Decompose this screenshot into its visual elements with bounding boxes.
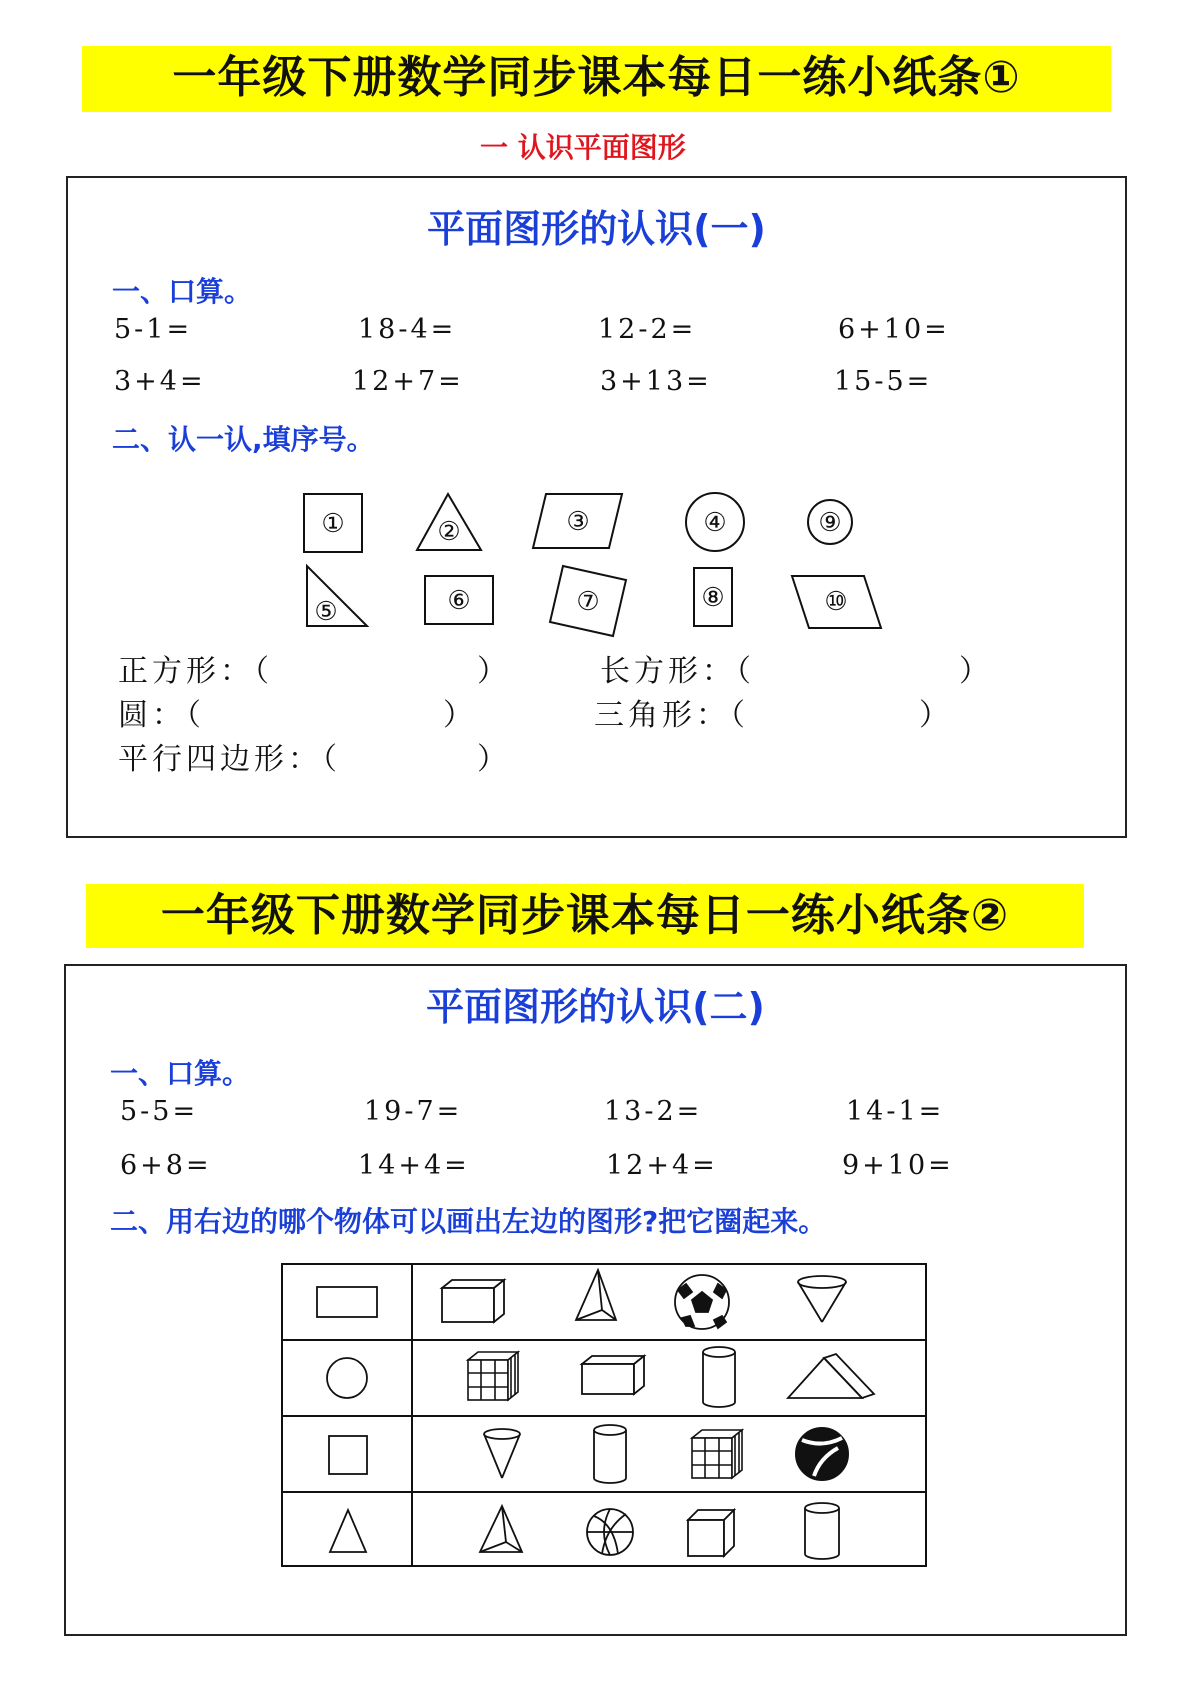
- cube-icon: [688, 1510, 734, 1556]
- fill-triangle[interactable]: 三角形：（ ）: [594, 698, 953, 733]
- cuboid-icon: [442, 1280, 504, 1322]
- shape-label: ①: [321, 509, 345, 539]
- shape-label: ②: [437, 517, 461, 547]
- fill-circle[interactable]: 圆：（ ）: [118, 698, 477, 733]
- shape-label: ⑤: [314, 597, 338, 627]
- cube-stack-icon: [468, 1352, 518, 1400]
- cylinder-icon: [594, 1425, 626, 1483]
- card-1: [66, 176, 1127, 838]
- calc-item: 5-5=: [120, 1096, 199, 1127]
- cylinder-icon: [805, 1503, 839, 1559]
- fill-rectangle[interactable]: 长方形：（ ）: [600, 654, 993, 689]
- cuboid-icon: [582, 1356, 644, 1394]
- volleyball-icon: [796, 1428, 848, 1480]
- unit-title: 一 认识平面图形: [480, 131, 686, 164]
- pyramid-icon: [576, 1270, 616, 1320]
- shape-label: ⑨: [818, 508, 842, 538]
- calc-item: 13-2=: [604, 1096, 703, 1127]
- match-table: [66, 1262, 1129, 1582]
- card-2: [64, 964, 1127, 1636]
- banner-1: 一年级下册数学同步课本每日一练小纸条①: [82, 46, 1111, 112]
- shape-label: ④: [703, 508, 727, 538]
- fill-parallelogram[interactable]: 平行四边形：（ ）: [118, 742, 511, 777]
- card-1-section-identify: 二、认一认,填序号。: [112, 423, 375, 456]
- circle-icon: [327, 1358, 367, 1398]
- calc-item: 18-4=: [358, 314, 457, 345]
- soccer-ball-icon: [675, 1275, 729, 1329]
- cube-stack-icon: [692, 1430, 742, 1478]
- basketball-icon: [587, 1509, 633, 1555]
- card-1-title: 平面图形的认识(一): [427, 207, 766, 251]
- calc-item: 14-1=: [846, 1096, 945, 1127]
- calc-item: 14+4=: [358, 1150, 470, 1181]
- triangular-prism-icon: [788, 1354, 874, 1398]
- card-2-section-match: 二、用右边的哪个物体可以画出左边的图形?把它圈起来。: [110, 1205, 827, 1238]
- cylinder-icon: [703, 1347, 735, 1407]
- calc-item: 5-1=: [114, 314, 193, 345]
- calc-item: 6+10=: [838, 314, 950, 345]
- calc-item: 9+10=: [842, 1150, 954, 1181]
- calc-item: 19-7=: [364, 1096, 463, 1127]
- banner-2: 一年级下册数学同步课本每日一练小纸条②: [86, 884, 1084, 948]
- cone-icon: [798, 1276, 846, 1322]
- calc-item: 3+4=: [114, 366, 206, 397]
- shape-label: ③: [566, 507, 590, 537]
- square-icon: [329, 1436, 367, 1474]
- triangle-icon: [330, 1510, 366, 1552]
- shape-label: ⑩: [824, 587, 848, 617]
- shape-label: ⑦: [576, 587, 600, 617]
- calc-item: 12+7=: [352, 366, 464, 397]
- calc-item: 12-2=: [598, 314, 697, 345]
- shape-label: ⑧: [701, 583, 725, 613]
- card-1-section-oral: 一、口算。: [112, 275, 253, 308]
- pyramid-icon: [480, 1506, 522, 1552]
- fill-square[interactable]: 正方形：（ ）: [118, 654, 511, 689]
- card-2-section-oral: 一、口算。: [110, 1057, 251, 1090]
- calc-item: 12+4=: [606, 1150, 718, 1181]
- cone-icon: [484, 1429, 520, 1478]
- card-2-title: 平面图形的认识(二): [426, 985, 765, 1029]
- calc-item: 15-5=: [834, 366, 933, 397]
- calc-item: 6+8=: [120, 1150, 212, 1181]
- rectangle-icon: [317, 1287, 377, 1317]
- shape-label: ⑥: [447, 586, 471, 616]
- shapes-figure: [68, 478, 1129, 658]
- calc-item: 3+13=: [600, 366, 712, 397]
